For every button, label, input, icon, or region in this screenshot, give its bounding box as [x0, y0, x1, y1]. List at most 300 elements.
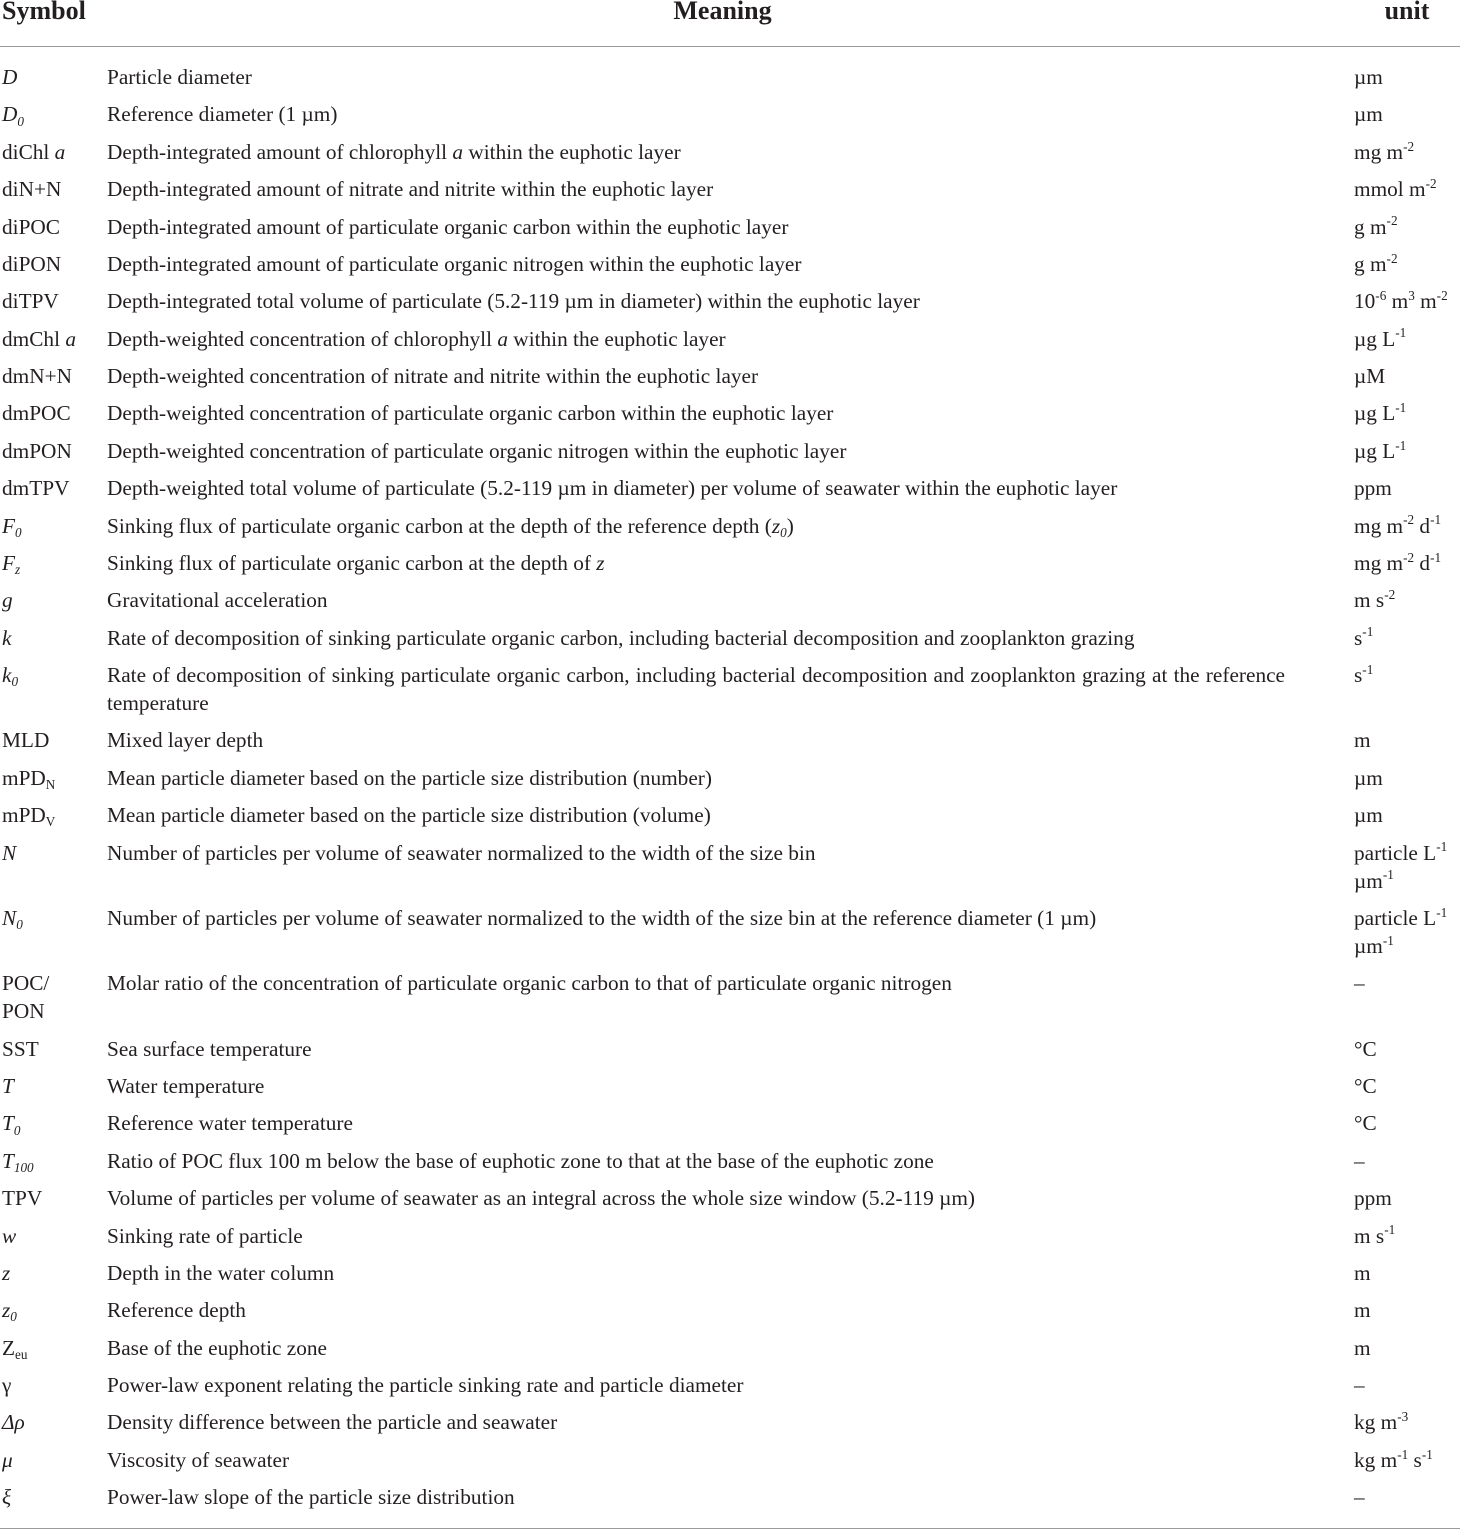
unit-text: -2: [1436, 288, 1448, 304]
symbol-text: PON: [2, 999, 45, 1024]
unit-text: -1: [1382, 932, 1394, 948]
symbol-text: a: [54, 139, 66, 164]
table-row: [0, 834, 1460, 899]
meaning-text: Sinking flux of particulate organic carbon at the depth of: [107, 550, 597, 575]
unit-text: -1: [1421, 1446, 1433, 1462]
unit-text: m: [1414, 289, 1437, 314]
symbol-text: dmN+N: [2, 364, 72, 388]
unit-text: –: [1354, 971, 1365, 996]
unit-cell: [1354, 1366, 1460, 1403]
meaning-text: Depth-integrated amount of nitrate and nitrite within the euphotic layer: [107, 177, 714, 202]
table-row: [0, 357, 1460, 394]
unit-text: °C: [1354, 1074, 1377, 1098]
table-row: [0, 432, 1460, 469]
unit-text: kg m: [1354, 1447, 1398, 1472]
meaning-cell: [107, 395, 1354, 432]
symbol-cell: [0, 899, 107, 964]
unit-text: m s: [1354, 588, 1385, 613]
symbol-text: N: [2, 840, 17, 865]
meaning-text: Mean particle diameter based on the particle size distribution (volume): [107, 803, 711, 828]
table-row: [0, 1067, 1460, 1104]
meaning-cell: [107, 619, 1354, 656]
unit-text: s: [1354, 663, 1363, 687]
symbol-cell: [0, 357, 107, 394]
symbol-text: D: [2, 102, 18, 127]
symbol-cell: [0, 1105, 107, 1142]
unit-cell: [1354, 834, 1460, 899]
unit-text: g m: [1354, 214, 1387, 239]
unit-cell: [1354, 96, 1460, 133]
unit-text: -2: [1386, 250, 1398, 266]
table-row: [0, 1179, 1460, 1216]
unit-cell: [1354, 1067, 1460, 1104]
unit-cell: [1354, 1404, 1460, 1441]
symbol-cell: [0, 283, 107, 320]
table-row: [0, 899, 1460, 964]
unit-cell: [1354, 1030, 1460, 1067]
symbol-text: TPV: [2, 1186, 43, 1211]
unit-text: -1: [1384, 1222, 1396, 1238]
meaning-cell: [107, 722, 1354, 759]
unit-cell: [1354, 899, 1460, 964]
unit-text: µm: [1354, 765, 1383, 790]
unit-text: -1: [1362, 661, 1374, 677]
table-row: [0, 1030, 1460, 1067]
meaning-cell: [107, 283, 1354, 320]
unit-cell: [1354, 170, 1460, 207]
meaning-cell: [107, 1404, 1354, 1441]
meaning-text: Mean particle diameter based on the particle size distribution (number): [107, 765, 712, 790]
unit-text: -2: [1384, 587, 1396, 603]
table-row: [0, 96, 1460, 133]
unit-text: µM: [1354, 364, 1386, 388]
unit-text: 3: [1408, 288, 1415, 304]
meaning-text: a: [497, 326, 508, 351]
meaning-cell: [107, 47, 1354, 96]
unit-text: -1: [1382, 867, 1394, 883]
meaning-cell: [107, 432, 1354, 469]
meaning-text: ): [786, 513, 794, 538]
table-row: [0, 320, 1460, 357]
meaning-cell: [107, 1030, 1354, 1067]
unit-text: m: [1354, 728, 1371, 753]
meaning-text: a: [452, 139, 464, 164]
symbol-text: 0: [13, 1122, 21, 1138]
meaning-cell: [107, 656, 1354, 721]
meaning-text: Base of the euphotic zone: [107, 1335, 327, 1360]
unit-text: -1: [1397, 1446, 1409, 1462]
meaning-cell: [107, 133, 1354, 170]
unit-text: -1: [1362, 624, 1374, 640]
meaning-text: Depth-integrated amount of particulate organic nitrogen within the euphotic layer: [107, 251, 802, 276]
symbol-text: 0: [10, 1309, 17, 1325]
unit-text: ppm: [1354, 1186, 1392, 1211]
meaning-text: 0: [780, 524, 787, 540]
unit-text: m s: [1354, 1223, 1385, 1248]
unit-text: particle L: [1354, 905, 1437, 930]
symbol-cell: [0, 245, 107, 282]
unit-text: mg m: [1354, 513, 1404, 538]
table-row: [0, 1441, 1460, 1478]
meaning-text: Sinking flux of particulate organic carbon at the depth of the reference depth (: [107, 513, 772, 538]
unit-text: s: [1408, 1447, 1422, 1472]
symbol-cell: [0, 965, 107, 1030]
symbol-text: ξ: [2, 1485, 12, 1510]
unit-text: m: [1354, 1335, 1371, 1360]
table-row: [0, 1329, 1460, 1366]
unit-text: -2: [1403, 138, 1415, 154]
table-row: [0, 796, 1460, 833]
unit-text: d: [1414, 550, 1431, 575]
symbol-text: D: [2, 65, 18, 89]
unit-cell: [1354, 759, 1460, 796]
table-row: [0, 1254, 1460, 1291]
meaning-cell: [107, 1142, 1354, 1179]
unit-text: s: [1354, 625, 1363, 650]
symbol-cell: [0, 1067, 107, 1104]
table-row: [0, 469, 1460, 506]
table-row: [0, 1217, 1460, 1254]
unit-cell: [1354, 965, 1460, 1030]
meaning-cell: [107, 544, 1354, 581]
meaning-text: Power-law slope of the particle size distribution: [107, 1485, 515, 1510]
symbol-text: F: [2, 513, 16, 538]
symbol-text: eu: [15, 1346, 28, 1362]
symbol-cell: [0, 722, 107, 759]
symbol-cell: [0, 796, 107, 833]
unit-cell: [1354, 582, 1460, 619]
meaning-cell: [107, 170, 1354, 207]
meaning-text: z: [771, 513, 781, 538]
meaning-text: Viscosity of seawater: [107, 1447, 290, 1472]
unit-cell: [1354, 1105, 1460, 1142]
meaning-text: Gravitational acceleration: [107, 588, 328, 613]
unit-text: mmol m: [1354, 177, 1426, 202]
table-row: [0, 1292, 1460, 1329]
unit-text: µm: [1354, 933, 1383, 958]
unit-text: -2: [1386, 213, 1398, 229]
unit-text: -6: [1375, 288, 1387, 304]
symbol-cell: [0, 320, 107, 357]
unit-cell: [1354, 1478, 1460, 1528]
symbol-text: 0: [16, 917, 23, 933]
header-meaning: Meaning: [107, 0, 1354, 47]
unit-text: -1: [1395, 437, 1407, 453]
meaning-cell: [107, 245, 1354, 282]
unit-text: particle L: [1354, 840, 1437, 865]
meaning-text: Depth-integrated amount of chlorophyll: [107, 139, 453, 164]
symbol-text: SST: [2, 1036, 39, 1061]
symbol-cell: [0, 47, 107, 96]
unit-text: µm: [1354, 102, 1383, 127]
symbol-text: diN+N: [2, 177, 62, 202]
symbol-text: w: [2, 1223, 17, 1248]
symbol-cell: [0, 544, 107, 581]
symbol-text: μ: [2, 1447, 13, 1472]
unit-text: µg L: [1354, 438, 1396, 463]
meaning-cell: [107, 320, 1354, 357]
symbol-cell: [0, 1030, 107, 1067]
unit-cell: [1354, 619, 1460, 656]
unit-text: µm: [1354, 803, 1383, 828]
table-row: [0, 619, 1460, 656]
meaning-cell: [107, 759, 1354, 796]
meaning-text: Depth-weighted concentration of particulate organic carbon within the euphotic layer: [107, 401, 834, 426]
unit-cell: [1354, 507, 1460, 544]
symbol-cell: [0, 507, 107, 544]
unit-cell: [1354, 544, 1460, 581]
unit-text: °C: [1354, 1036, 1377, 1061]
meaning-text: Rate of decomposition of sinking particulate organic carbon, including bacterial decomposition and zooplankton grazing: [107, 625, 1135, 650]
symbol-text: k: [2, 663, 12, 687]
symbol-cell: [0, 1366, 107, 1403]
symbol-text: mPD: [2, 803, 46, 828]
unit-text: -2: [1403, 512, 1415, 528]
meaning-text: Density difference between the particle and seawater: [107, 1410, 558, 1435]
symbol-cell: [0, 208, 107, 245]
unit-cell: [1354, 395, 1460, 432]
unit-text: mg m: [1354, 550, 1404, 575]
symbol-cell: [0, 834, 107, 899]
symbol-text: 100: [13, 1159, 34, 1175]
meaning-cell: [107, 1217, 1354, 1254]
unit-text: -3: [1397, 1409, 1409, 1425]
unit-text: -2: [1403, 549, 1415, 565]
symbol-text: dmTPV: [2, 476, 70, 501]
symbol-text: dmPON: [2, 438, 72, 463]
table-row: [0, 582, 1460, 619]
unit-text: m: [1354, 1260, 1371, 1285]
table-row: [0, 283, 1460, 320]
symbol-cell: [0, 96, 107, 133]
unit-text: -1: [1395, 325, 1407, 341]
unit-text: µg L: [1354, 326, 1396, 351]
symbol-cell: [0, 133, 107, 170]
unit-text: 10: [1354, 289, 1376, 314]
symbol-text: a: [65, 326, 76, 351]
table-row: [0, 759, 1460, 796]
unit-text: mg m: [1354, 139, 1404, 164]
meaning-text: Sinking rate of particle: [107, 1223, 303, 1248]
symbol-text: N: [2, 905, 17, 930]
symbol-text: MLD: [2, 728, 50, 753]
meaning-text: Depth-weighted concentration of chlorophyll: [107, 326, 498, 351]
unit-text: –: [1354, 1485, 1365, 1510]
unit-text: ppm: [1354, 476, 1392, 501]
unit-text: -1: [1436, 904, 1448, 920]
table-row: [0, 1142, 1460, 1179]
symbol-cell: [0, 1179, 107, 1216]
meaning-cell: [107, 1478, 1354, 1528]
meaning-cell: [107, 1254, 1354, 1291]
meaning-cell: [107, 1179, 1354, 1216]
symbol-text: mPD: [2, 765, 46, 790]
symbol-text: N: [45, 776, 56, 792]
unit-text: m: [1386, 289, 1409, 314]
symbol-text: 0: [11, 674, 19, 690]
table-row: [0, 544, 1460, 581]
meaning-cell: [107, 469, 1354, 506]
unit-cell: [1354, 432, 1460, 469]
table-row: [0, 965, 1460, 1030]
meaning-cell: [107, 834, 1354, 899]
meaning-text: Depth-weighted concentration of nitrate and nitrite within the euphotic layer: [107, 364, 759, 388]
meaning-cell: [107, 796, 1354, 833]
symbol-text: g: [2, 588, 13, 613]
symbol-cell: [0, 656, 107, 721]
meaning-text: Depth-weighted total volume of particulate (5.2-119 µm in diameter) per volume of seawater within the euphotic layer: [107, 476, 1118, 501]
symbol-text: diPOC: [2, 214, 60, 239]
table-header: [0, 0, 1460, 47]
symbol-text: Z: [2, 1335, 16, 1360]
symbol-text: T: [2, 1111, 14, 1136]
unit-text: –: [1354, 1373, 1365, 1397]
meaning-text: Reference depth: [107, 1298, 246, 1323]
unit-cell: [1354, 656, 1460, 721]
meaning-text: Volume of particles per volume of seawater as an integral across the whole size window (5.2-119 µm): [107, 1186, 976, 1211]
meaning-text: Reference water temperature: [107, 1111, 353, 1136]
meaning-text: within the euphotic layer: [463, 139, 681, 164]
unit-cell: [1354, 357, 1460, 394]
table-row: [0, 722, 1460, 759]
meaning-text: Depth-weighted concentration of particulate organic nitrogen within the euphotic layer: [107, 438, 847, 463]
symbol-text: diPON: [2, 251, 62, 276]
unit-text: g m: [1354, 251, 1387, 276]
meaning-text: Molar ratio of the concentration of particulate organic carbon to that of particulate organic nitrogen: [107, 971, 952, 996]
unit-cell: [1354, 722, 1460, 759]
symbol-text: γ: [2, 1373, 12, 1397]
unit-text: -1: [1430, 512, 1442, 528]
symbol-cell: [0, 582, 107, 619]
symbol-cell: [0, 619, 107, 656]
symbol-cell: [0, 1441, 107, 1478]
unit-text: -1: [1395, 400, 1407, 416]
unit-text: -2: [1425, 175, 1437, 191]
unit-cell: [1354, 47, 1460, 96]
unit-text: µm: [1354, 868, 1383, 893]
meaning-text: Depth-integrated amount of particulate organic carbon within the euphotic layer: [107, 214, 789, 239]
symbol-cell: [0, 395, 107, 432]
meaning-cell: [107, 96, 1354, 133]
symbol-text: diChl: [2, 139, 55, 164]
meaning-cell: [107, 507, 1354, 544]
symbol-cell: [0, 432, 107, 469]
unit-text: –: [1354, 1148, 1365, 1173]
unit-cell: [1354, 283, 1460, 320]
unit-text: -1: [1436, 839, 1448, 855]
unit-text: m: [1354, 1298, 1371, 1323]
symbol-text: 0: [15, 524, 22, 540]
symbol-text: diTPV: [2, 289, 59, 314]
meaning-cell: [107, 582, 1354, 619]
meaning-text: Reference diameter (1 µm): [107, 102, 338, 127]
table-row: [0, 1404, 1460, 1441]
unit-cell: [1354, 1179, 1460, 1216]
symbol-cell: [0, 170, 107, 207]
unit-cell: [1354, 245, 1460, 282]
symbol-cell: [0, 759, 107, 796]
unit-text: -1: [1430, 549, 1442, 565]
unit-text: kg m: [1354, 1410, 1398, 1435]
header-row: [0, 0, 1460, 47]
meaning-text: Number of particles per volume of seawater normalized to the width of the size bin at the reference diameter (1 µm): [107, 905, 1097, 930]
meaning-text: within the euphotic layer: [507, 326, 726, 351]
symbol-text: F: [2, 550, 16, 575]
meaning-cell: [107, 1292, 1354, 1329]
symbol-cell: [0, 1142, 107, 1179]
symbol-cell: [0, 469, 107, 506]
symbol-text: POC/: [2, 971, 50, 996]
unit-cell: [1354, 1217, 1460, 1254]
symbol-text: z: [2, 1260, 11, 1285]
unit-cell: [1354, 1254, 1460, 1291]
table-body: [0, 47, 1460, 1529]
unit-cell: [1354, 1142, 1460, 1179]
unit-cell: [1354, 208, 1460, 245]
symbol-cell: [0, 1254, 107, 1291]
symbol-text: z: [15, 562, 21, 578]
meaning-cell: [107, 357, 1354, 394]
unit-text: d: [1414, 513, 1431, 538]
unit-text: °C: [1354, 1111, 1377, 1136]
header-symbol: Symbol: [0, 0, 107, 47]
unit-text: µm: [1354, 65, 1383, 89]
table-row: [0, 1366, 1460, 1403]
table-row: [0, 395, 1460, 432]
meaning-cell: [107, 1329, 1354, 1366]
table-row: [0, 170, 1460, 207]
meaning-cell: [107, 208, 1354, 245]
meaning-cell: [107, 1366, 1354, 1403]
unit-cell: [1354, 320, 1460, 357]
symbol-cell: [0, 1217, 107, 1254]
table-row: [0, 507, 1460, 544]
unit-cell: [1354, 133, 1460, 170]
meaning-cell: [107, 1441, 1354, 1478]
meaning-text: Depth-integrated total volume of particulate (5.2-119 µm in diameter) within the euphotic layer: [107, 289, 920, 314]
table-row: [0, 656, 1460, 721]
meaning-text: Number of particles per volume of seawater normalized to the width of the size bin: [107, 840, 816, 865]
symbol-text: Δρ: [2, 1410, 25, 1435]
table-row: [0, 133, 1460, 170]
meaning-text: Depth in the water column: [107, 1260, 335, 1285]
unit-cell: [1354, 469, 1460, 506]
symbol-cell: [0, 1292, 107, 1329]
symbol-text: z: [2, 1298, 11, 1323]
symbol-text: T: [2, 1148, 14, 1173]
header-unit: unit: [1354, 0, 1460, 47]
meaning-cell: [107, 1105, 1354, 1142]
table-row: [0, 208, 1460, 245]
table-row: [0, 245, 1460, 282]
symbol-text: T: [2, 1074, 14, 1098]
unit-cell: [1354, 796, 1460, 833]
table-row: [0, 1478, 1460, 1528]
meaning-text: Sea surface temperature: [107, 1036, 312, 1061]
meaning-text: z: [596, 550, 605, 575]
meaning-text: Particle diameter: [107, 65, 252, 89]
unit-cell: [1354, 1329, 1460, 1366]
table-row: [0, 47, 1460, 96]
symbol-cell: [0, 1478, 107, 1528]
symbol-cell: [0, 1329, 107, 1366]
meaning-cell: [107, 899, 1354, 964]
unit-text: µg L: [1354, 401, 1396, 426]
meaning-text: Mixed layer depth: [107, 728, 264, 753]
symbol-cell: [0, 1404, 107, 1441]
meaning-text: Ratio of POC flux 100 m below the base of euphotic zone to that at the base of the euphotic zone: [107, 1148, 934, 1173]
symbol-text: 0: [17, 113, 24, 129]
